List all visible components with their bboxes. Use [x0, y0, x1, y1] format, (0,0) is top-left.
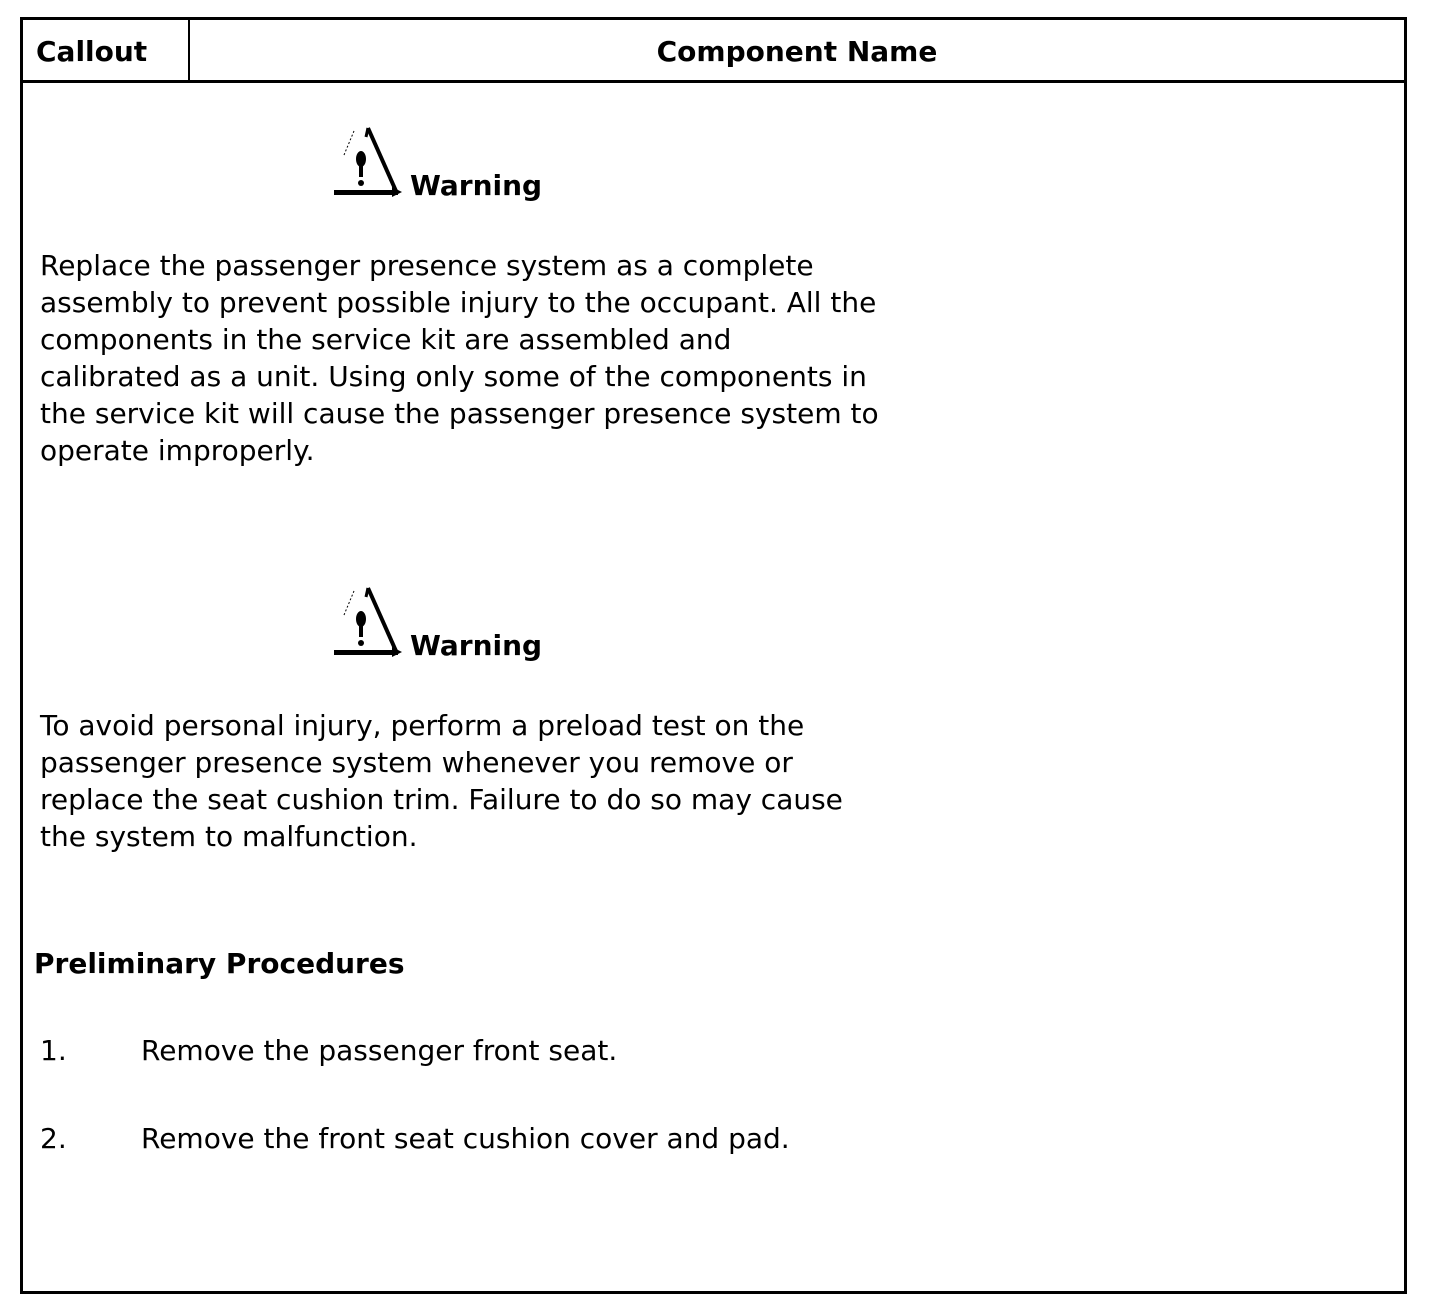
callout-header-label: Callout: [36, 35, 148, 68]
warning-text-2: To avoid personal injury, perform a preload test on the passenger presence system whenever you remove or replace the seat cushion trim. Failure to do so may cause the system to malfunction.: [40, 709, 843, 853]
component-table: [20, 17, 1407, 1294]
warning-heading-2: [332, 585, 632, 665]
step-number: 2.: [40, 1122, 67, 1155]
callout-column-header: [23, 20, 190, 80]
warning-text-1: Replace the passenger presence system as a complete assembly to prevent possible injury to the occupant. All the components in the service kit are assembled and calibrated as a unit. Using only some of the components in the service kit will cause the passenger presence system to operate improperly.: [40, 249, 879, 467]
component-name-column-header: [190, 20, 1404, 80]
warning-heading-1: [332, 125, 632, 205]
warning-label: Warning: [410, 169, 543, 202]
step-number: 1.: [40, 1034, 67, 1067]
warning-triangle-icon: [332, 125, 402, 205]
preliminary-procedures-title: Preliminary Procedures: [34, 947, 405, 980]
warning-triangle-icon: [332, 585, 402, 665]
table-header-row: [23, 20, 1404, 83]
step-text: Remove the front seat cushion cover and pad.: [141, 1122, 790, 1155]
component-name-header-label: Component Name: [656, 35, 938, 68]
warning-label: Warning: [410, 629, 543, 662]
step-text: Remove the passenger front seat.: [141, 1034, 618, 1067]
